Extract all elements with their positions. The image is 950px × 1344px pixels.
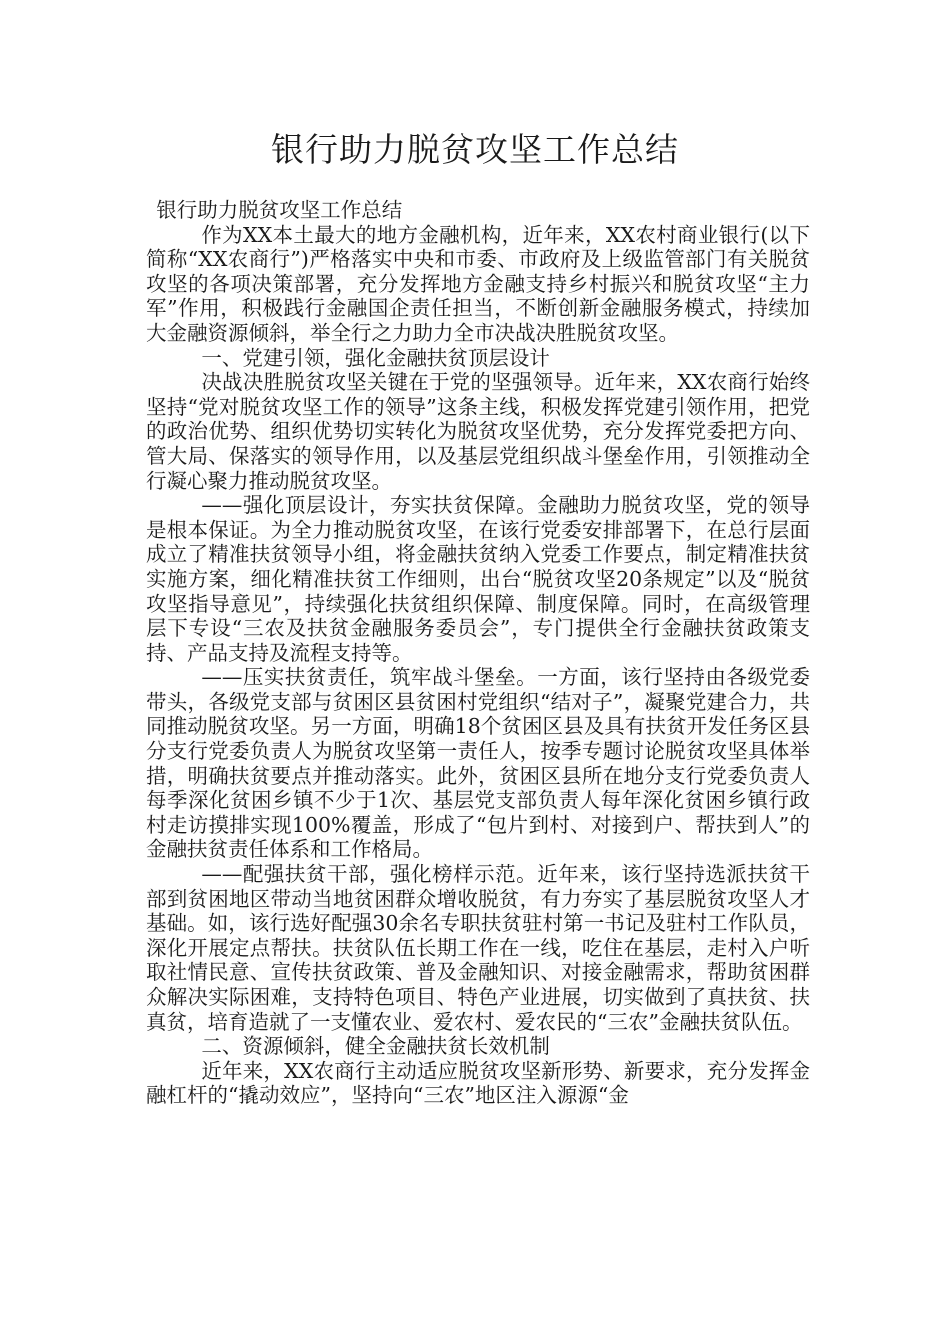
paragraph-intro: 作为XX本土最大的地方金融机构，近年来，XX农村商业银行(以下简称“XX农商行”)严格落实中央和市委、市政府及上级监管部门有关脱贫攻坚的各项决策部署，充分发挥地方金融支持乡村振兴和脱贫攻坚“主力军”作用，积极践行金融国企责任担当，不断创新金融服务模式，持续加大金融资源倾斜，举全行之力助力全市决战决胜脱贫攻坚。	[146, 222, 810, 345]
section-heading-1: 一、党建引领，强化金融扶贫顶层设计	[201, 345, 550, 370]
document-body	[146, 198, 810, 1108]
document-subtitle: 银行助力脱贫攻坚工作总结	[156, 198, 403, 222]
document-title: 银行助力脱贫攻坚工作总结	[271, 130, 679, 169]
paragraph-responsibility: ——压实扶贫责任，筑牢战斗堡垒。一方面，该行坚持由各级党委带头，各级党支部与贫困区县贫困村党组织“结对子”，凝聚党建合力，共同推动脱贫攻坚。另一方面，明确18个贫困区县及具有扶贫开发任务区县分支行党委负责人为脱贫攻坚第一责任人，按季专题讨论脱贫攻坚具体举措，明确扶贫要点并推动落实。此外，贫困区县所在地分支行党委负责人每季深化贫困乡镇不少于1次、基层党支部负责人每年深化贫困乡镇行政村走访摸排实现100%覆盖，形成了“包片到村、对接到户、帮扶到人”的金融扶贫责任体系和工作格局。	[146, 665, 810, 862]
paragraph-top-level-design: ——强化顶层设计，夯实扶贫保障。金融助力脱贫攻坚，党的领导是根本保证。为全力推动脱贫攻坚，在该行党委安排部署下，在总行层面成立了精准扶贫领导小组，将金融扶贫纳入党委工作要点，制定精准扶贫实施方案，细化精准扶贫工作细则，出台“脱贫攻坚20条规定”以及“脱贫攻坚指导意见”，持续强化扶贫组织保障、制度保障。同时，在高级管理层下专设“三农及扶贫金融服务委员会”，专门提供全行金融扶贫政策支持、产品支持及流程支持等。	[146, 493, 810, 665]
paragraph-cadres: ——配强扶贫干部，强化榜样示范。近年来，该行坚持选派扶贫干部到贫困地区带动当地贫困群众增收脱贫，有力夯实了基层脱贫攻坚人才基础。如，该行选好配强30余名专职扶贫驻村第一书记及驻村工作队员，深化开展定点帮扶。扶贫队伍长期工作在一线，吃住在基层，走村入户听取社情民意、宣传扶贫政策、普及金融知识、对接金融需求，帮助贫困群众解决实际困难，支持特色项目、特色产业进展，切实做到了真扶贫、扶真贫，培育造就了一支懂农业、爱农村、爱农民的“三农”金融扶贫队伍。	[146, 862, 810, 1034]
section-heading-2: 二、资源倾斜，健全金融扶贫长效机制	[201, 1034, 550, 1059]
paragraph-party-leadership: 决战决胜脱贫攻坚关键在于党的坚强领导。近年来，XX农商行始终坚持“党对脱贫攻坚工作的领导”这条主线，积极发挥党建引领作用，把党的政治优势、组织优势切实转化为脱贫攻坚优势，充分发挥党委把方向、管大局、保落实的领导作用，以及基层党组织战斗堡垒作用，引领推动全行凝心聚力推动脱贫攻坚。	[146, 370, 810, 493]
paragraph-resources: 近年来，XX农商行主动适应脱贫攻坚新形势、新要求，充分发挥金融杠杆的“撬动效应”，坚持向“三农”地区注入源源“金	[146, 1058, 810, 1108]
